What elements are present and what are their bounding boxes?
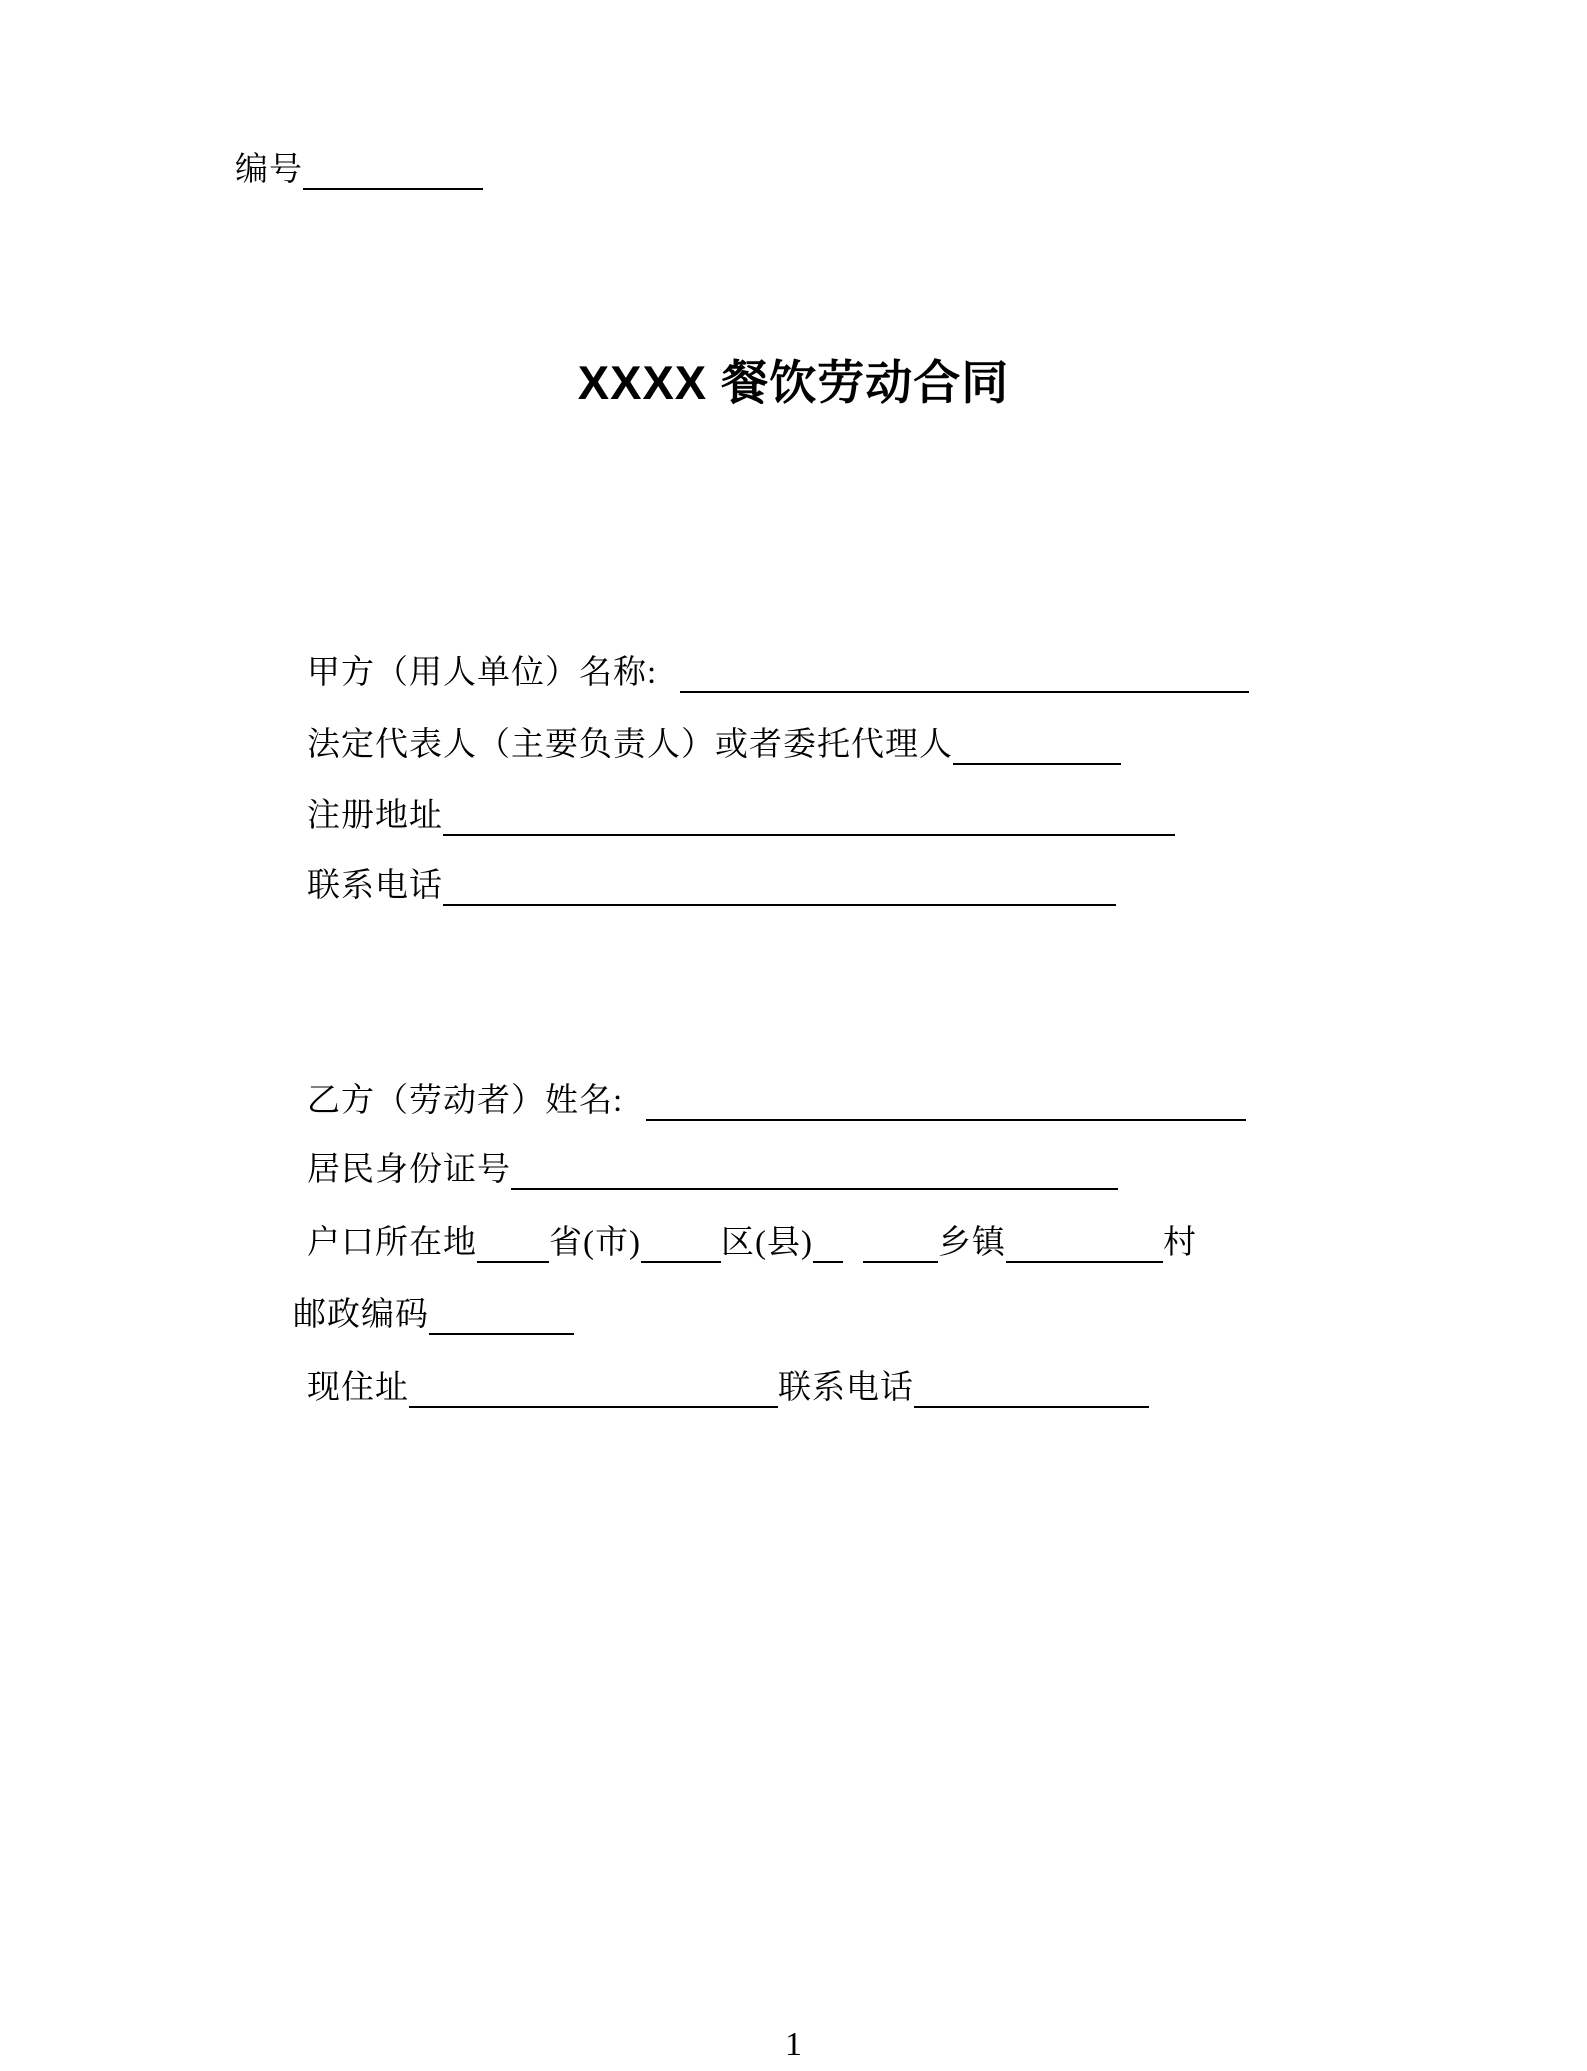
line-label: 联系电话: [778, 1370, 914, 1406]
line-label: 邮政编码: [293, 1297, 429, 1333]
line-label: 甲方（用人单位）名称:: [307, 655, 667, 691]
fill-in-blank: [680, 657, 1249, 693]
legal-representative-line: [307, 725, 1121, 765]
party-b-name-line: [307, 1081, 1246, 1121]
fill-in-blank: [409, 1372, 778, 1408]
spacer: [666, 682, 680, 683]
fill-in-blank: [511, 1154, 1118, 1190]
fill-in-blank: [443, 800, 1175, 836]
line-label: 现住址: [307, 1370, 409, 1406]
line-label: 村: [1162, 1225, 1197, 1261]
fill-in-blank: [863, 1227, 938, 1263]
fill-in-blank: [303, 154, 483, 190]
household-registration-line: [307, 1223, 1197, 1263]
party-a-name-line: [307, 653, 1249, 693]
line-label: 户口所在地: [307, 1225, 477, 1261]
line-label: 省(市): [549, 1225, 641, 1261]
serial-number-line: [235, 150, 483, 190]
fill-in-blank: [443, 870, 1116, 906]
fill-in-blank: [646, 1085, 1246, 1121]
line-label: 编号: [235, 152, 303, 188]
party-a-phone-line: [307, 866, 1116, 906]
fill-in-blank: [641, 1227, 721, 1263]
line-label: 注册地址: [307, 798, 443, 834]
spacer: [843, 1252, 863, 1253]
line-label: 居民身份证号: [307, 1152, 511, 1188]
line-label: 区(县): [720, 1225, 813, 1261]
registered-address-line: [307, 796, 1175, 836]
line-label: 法定代表人（主要负责人）或者委托代理人: [307, 727, 953, 763]
document-title: XXXX 餐饮劳动合同: [577, 356, 1010, 409]
postal-code-line: [293, 1295, 574, 1335]
line-label: 乡镇: [937, 1225, 1006, 1261]
fill-in-blank: [953, 729, 1121, 765]
id-number-line: [307, 1150, 1118, 1190]
current-address-line: [307, 1368, 1149, 1408]
fill-in-blank: [914, 1372, 1149, 1408]
fill-in-blank: [477, 1227, 549, 1263]
page-number: 1: [785, 2026, 802, 2063]
line-label: 乙方（劳动者）姓名:: [307, 1083, 633, 1119]
fill-in-blank: [429, 1299, 574, 1335]
line-label: 联系电话: [307, 868, 443, 904]
fill-in-blank: [1006, 1227, 1163, 1263]
spacer: [632, 1110, 646, 1111]
fill-in-blank: [813, 1227, 843, 1263]
